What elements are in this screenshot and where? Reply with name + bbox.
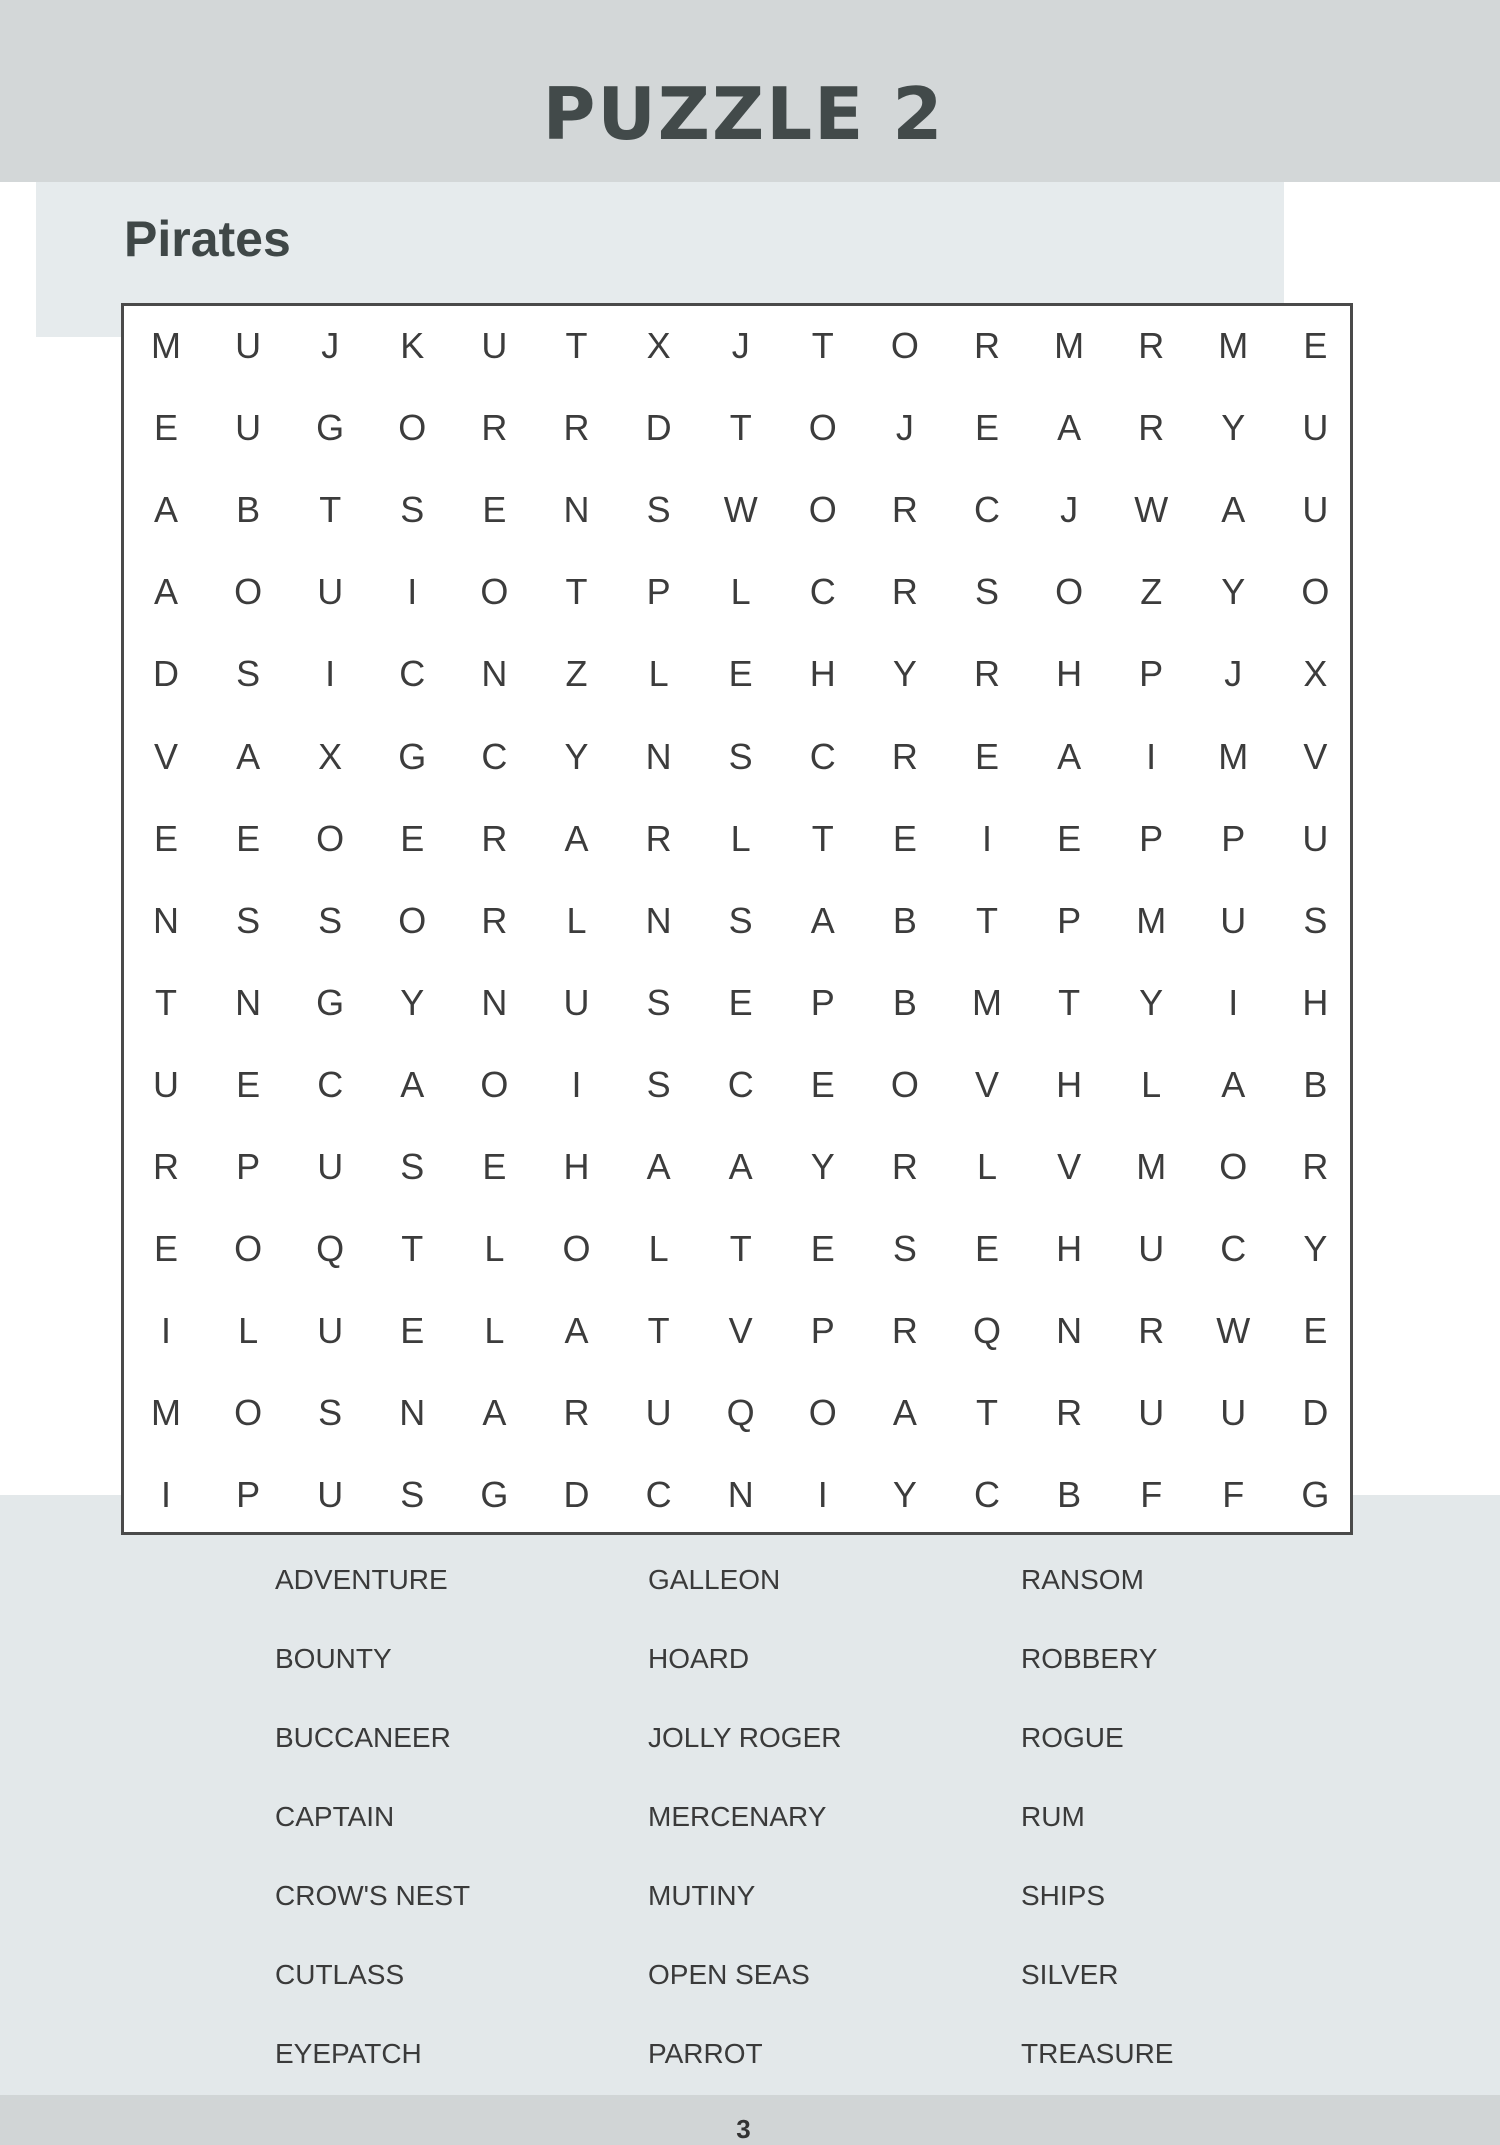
- grid-letter: A: [153, 489, 178, 531]
- grid-letter: M: [1136, 899, 1167, 941]
- grid-letter: O: [562, 1228, 591, 1270]
- grid-letter: R: [891, 1146, 918, 1187]
- grid-letter: E: [236, 1063, 261, 1105]
- grid-letter: Y: [1303, 1228, 1328, 1270]
- grid-letter: Z: [565, 653, 588, 695]
- grid-letter: R: [645, 817, 672, 859]
- grid-letter: U: [645, 1392, 672, 1434]
- grid-letter: O: [890, 1063, 919, 1105]
- grid-letter: R: [563, 1392, 590, 1434]
- grid-letter: H: [563, 1146, 590, 1187]
- word-list-item: ADVENTURE: [275, 1564, 448, 1595]
- word-list-item: RANSOM: [1021, 1564, 1144, 1595]
- grid-letter: Y: [892, 1474, 917, 1516]
- grid-letter: O: [890, 325, 919, 366]
- grid-letter: R: [974, 325, 1000, 366]
- grid-letter: N: [481, 653, 508, 695]
- grid-letter: W: [723, 489, 758, 531]
- grid-letter: X: [646, 325, 671, 366]
- grid-letter: P: [1057, 899, 1082, 941]
- grid-letter: L: [566, 899, 587, 941]
- grid-letter: H: [809, 653, 836, 695]
- grid-letter: A: [236, 735, 261, 777]
- grid-letter: R: [481, 899, 508, 941]
- grid-letter: T: [976, 1392, 998, 1434]
- grid-letter: R: [974, 653, 1000, 695]
- grid-letter: B: [236, 489, 261, 531]
- grid-letter: A: [892, 1392, 917, 1434]
- grid-letter: U: [1138, 1228, 1165, 1270]
- grid-letter: S: [1303, 899, 1328, 941]
- grid-letter: J: [321, 325, 340, 366]
- page-number: 3: [736, 2114, 751, 2144]
- word-list-item: HOARD: [648, 1643, 750, 1674]
- grid-letter: O: [480, 1063, 509, 1105]
- grid-letter: R: [481, 407, 508, 449]
- grid-letter: E: [728, 653, 753, 695]
- grid-letter: U: [235, 407, 262, 449]
- grid-letter: N: [563, 489, 590, 531]
- word-list-item: CUTLASS: [275, 1959, 405, 1990]
- grid-letter: I: [325, 653, 336, 695]
- grid-letter: U: [153, 1063, 179, 1105]
- grid-letter: F: [1140, 1474, 1163, 1516]
- grid-letter: A: [564, 817, 589, 859]
- grid-letter: O: [234, 571, 263, 613]
- grid-letter: L: [1141, 1063, 1162, 1105]
- grid-letter: O: [1055, 571, 1084, 613]
- grid-letter: P: [236, 1474, 261, 1516]
- grid-letter: P: [1221, 817, 1246, 859]
- grid-letter: V: [1057, 1146, 1082, 1187]
- grid-letter: Y: [1221, 571, 1246, 613]
- grid-letter: S: [974, 571, 999, 613]
- grid-letter: R: [891, 571, 918, 613]
- grid-letter: S: [400, 489, 425, 531]
- grid-letter: E: [974, 1228, 999, 1270]
- grid-letter: U: [1302, 489, 1329, 531]
- grid-letter: I: [817, 1474, 828, 1516]
- grid-letter: S: [318, 1392, 343, 1434]
- word-list-item: SILVER: [1021, 1959, 1119, 1990]
- grid-letter: E: [236, 817, 261, 859]
- grid-letter: O: [234, 1228, 263, 1270]
- grid-letter: I: [407, 571, 418, 613]
- grid-letter: T: [729, 407, 752, 449]
- grid-letter: P: [646, 571, 671, 613]
- grid-letter: O: [234, 1392, 263, 1434]
- puzzle-subtitle: Pirates: [124, 211, 291, 267]
- grid-letter: D: [563, 1474, 590, 1516]
- grid-letter: H: [1056, 1228, 1083, 1270]
- grid-letter: U: [317, 1474, 344, 1516]
- word-list-item: JOLLY ROGER: [648, 1722, 842, 1753]
- grid-letter: M: [151, 325, 181, 366]
- grid-letter: U: [563, 981, 590, 1023]
- grid-letter: L: [730, 817, 751, 859]
- grid-letter: I: [160, 1310, 171, 1352]
- grid-letter: T: [319, 489, 342, 531]
- grid-letter: P: [1139, 817, 1164, 859]
- grid-letter: B: [892, 981, 917, 1023]
- grid-letter: O: [398, 407, 427, 449]
- grid-letter: U: [1138, 1392, 1165, 1434]
- grid-letter: R: [1138, 1310, 1165, 1352]
- grid-letter: T: [565, 325, 588, 366]
- grid-letter: D: [153, 653, 179, 695]
- grid-letter: E: [1303, 325, 1328, 366]
- grid-letter: R: [1138, 325, 1165, 366]
- grid-letter: T: [155, 981, 177, 1023]
- grid-letter: L: [976, 1146, 998, 1187]
- grid-letter: A: [728, 1146, 753, 1187]
- grid-letter: R: [1302, 1146, 1329, 1187]
- grid-letter: I: [160, 1474, 171, 1516]
- grid-letter: O: [480, 571, 509, 613]
- word-list-item: OPEN SEAS: [648, 1959, 810, 1990]
- grid-letter: X: [1303, 653, 1328, 695]
- grid-letter: S: [400, 1146, 425, 1187]
- grid-letter: S: [728, 735, 753, 777]
- grid-letter: C: [809, 735, 836, 777]
- grid-letter: U: [1220, 899, 1247, 941]
- grid-letter: U: [1302, 817, 1329, 859]
- grid-letter: A: [1057, 407, 1082, 449]
- grid-letter: Y: [1139, 981, 1164, 1023]
- grid-letter: P: [236, 1146, 261, 1187]
- grid-letter: T: [647, 1310, 670, 1352]
- grid-letter: U: [1220, 1392, 1247, 1434]
- grid-letter: R: [153, 1146, 179, 1187]
- grid-letter: M: [1054, 325, 1085, 366]
- grid-letter: E: [153, 1228, 178, 1270]
- grid-letter: E: [974, 407, 999, 449]
- grid-letter: R: [891, 489, 918, 531]
- grid-letter: C: [727, 1063, 754, 1105]
- grid-letter: S: [236, 653, 261, 695]
- grid-letter: E: [153, 407, 178, 449]
- grid-letter: J: [1060, 489, 1079, 531]
- word-list-item: BOUNTY: [275, 1643, 392, 1674]
- grid-letter: S: [400, 1474, 425, 1516]
- grid-letter: M: [1218, 735, 1249, 777]
- grid-letter: J: [1224, 653, 1243, 695]
- grid-letter: Y: [892, 653, 917, 695]
- grid-letter: R: [1056, 1392, 1083, 1434]
- grid-letter: N: [153, 899, 179, 941]
- grid-letter: M: [1218, 325, 1249, 366]
- grid-letter: I: [981, 817, 992, 859]
- grid-letter: W: [1216, 1310, 1251, 1352]
- grid-letter: T: [811, 817, 834, 859]
- grid-letter: E: [974, 735, 999, 777]
- grid-letter: E: [1303, 1310, 1328, 1352]
- word-list-item: ROGUE: [1021, 1722, 1124, 1753]
- grid-letter: E: [482, 489, 507, 531]
- grid-letter: E: [810, 1228, 835, 1270]
- grid-letter: A: [153, 571, 178, 613]
- grid-letter: U: [317, 1146, 344, 1187]
- grid-letter: A: [482, 1392, 507, 1434]
- grid-letter: I: [1146, 735, 1157, 777]
- grid-letter: C: [1220, 1228, 1247, 1270]
- grid-letter: E: [482, 1146, 507, 1187]
- grid-letter: V: [728, 1310, 753, 1352]
- grid-letter: O: [1219, 1146, 1248, 1187]
- grid-letter: G: [480, 1474, 509, 1516]
- grid-letter: I: [571, 1063, 582, 1105]
- word-list-item: ROBBERY: [1021, 1643, 1158, 1674]
- grid-letter: Y: [1221, 407, 1246, 449]
- word-list-item: SHIPS: [1021, 1880, 1106, 1911]
- word-list-item: EYEPATCH: [275, 2038, 422, 2069]
- grid-letter: N: [727, 1474, 754, 1516]
- grid-letter: A: [564, 1310, 589, 1352]
- grid-letter: J: [731, 325, 750, 366]
- grid-letter: T: [565, 571, 588, 613]
- grid-letter: E: [892, 817, 917, 859]
- grid-letter: D: [645, 407, 672, 449]
- grid-letter: C: [974, 1474, 1000, 1516]
- grid-letter: T: [976, 899, 998, 941]
- grid-letter: N: [481, 981, 508, 1023]
- grid-letter: N: [1056, 1310, 1083, 1352]
- grid-letter: U: [317, 571, 344, 613]
- grid-letter: L: [648, 653, 669, 695]
- grid-letter: S: [892, 1228, 917, 1270]
- grid-letter: A: [1221, 1063, 1246, 1105]
- grid-letter: E: [1057, 817, 1082, 859]
- grid-letter: Q: [726, 1392, 755, 1434]
- grid-letter: E: [728, 981, 753, 1023]
- page-title: PUZZLE 2: [542, 72, 945, 156]
- grid-letter: N: [235, 981, 262, 1023]
- grid-letter: F: [1222, 1474, 1245, 1516]
- grid-letter: Y: [810, 1146, 835, 1187]
- word-list-item: CROW'S NEST: [275, 1880, 471, 1911]
- word-list-item: CAPTAIN: [275, 1801, 395, 1832]
- grid-letter: C: [809, 571, 836, 613]
- grid-letter: E: [400, 817, 425, 859]
- grid-letter: N: [399, 1392, 426, 1434]
- grid-letter: G: [316, 407, 345, 449]
- grid-letter: R: [563, 407, 590, 449]
- grid-letter: S: [728, 899, 753, 941]
- grid-letter: O: [808, 489, 837, 531]
- grid-letter: V: [1303, 735, 1328, 777]
- grid-letter: G: [398, 735, 427, 777]
- grid-letter: S: [236, 899, 261, 941]
- word-list-item: MERCENARY: [648, 1801, 827, 1832]
- word-list-item: RUM: [1021, 1801, 1085, 1832]
- grid-letter: L: [648, 1228, 669, 1270]
- grid-letter: H: [1056, 653, 1083, 695]
- grid-letter: A: [1221, 489, 1246, 531]
- grid-letter: O: [808, 1392, 837, 1434]
- word-list-item: MUTINY: [648, 1880, 756, 1911]
- grid-letter: P: [810, 1310, 835, 1352]
- grid-letter: T: [811, 325, 834, 366]
- grid-letter: L: [730, 571, 751, 613]
- grid-letter: S: [646, 981, 671, 1023]
- grid-letter: Y: [564, 735, 589, 777]
- grid-letter: T: [401, 1228, 424, 1270]
- grid-letter: R: [891, 1310, 918, 1352]
- grid-letter: R: [891, 735, 918, 777]
- grid-letter: G: [316, 981, 345, 1023]
- grid-letter: L: [484, 1310, 505, 1352]
- grid-letter: M: [972, 981, 1002, 1023]
- grid-letter: Q: [316, 1228, 345, 1270]
- grid-letter: O: [398, 899, 427, 941]
- grid-letter: C: [317, 1063, 344, 1105]
- grid-letter: U: [481, 325, 508, 366]
- grid-letter: U: [1302, 407, 1329, 449]
- grid-letter: O: [1301, 571, 1330, 613]
- grid-letter: A: [810, 899, 835, 941]
- grid-letter: O: [316, 817, 345, 859]
- grid-letter: E: [810, 1063, 835, 1105]
- word-search-grid: [121, 303, 1353, 1535]
- grid-letter: A: [646, 1146, 671, 1187]
- grid-letter: L: [484, 1228, 505, 1270]
- word-list-item: BUCCANEER: [275, 1722, 451, 1753]
- grid-letter: J: [895, 407, 914, 449]
- grid-letter: G: [1301, 1474, 1330, 1516]
- grid-letter: B: [892, 899, 917, 941]
- grid-letter: U: [235, 325, 262, 366]
- grid-letter: B: [1057, 1474, 1082, 1516]
- grid-letter: H: [1302, 981, 1329, 1023]
- grid-letter: C: [481, 735, 508, 777]
- grid-letter: A: [1057, 735, 1082, 777]
- grid-letter: S: [318, 899, 343, 941]
- word-list-item: TREASURE: [1021, 2038, 1174, 2069]
- grid-letter: U: [317, 1310, 344, 1352]
- grid-letter: S: [646, 1063, 671, 1105]
- grid-letter: B: [1303, 1063, 1328, 1105]
- grid-letter: Q: [972, 1310, 1001, 1352]
- grid-letter: T: [1058, 981, 1081, 1023]
- grid-letter: N: [645, 735, 672, 777]
- word-list-item: GALLEON: [648, 1564, 781, 1595]
- grid-letter: X: [318, 735, 343, 777]
- grid-letter: D: [1302, 1392, 1329, 1434]
- grid-letter: H: [1056, 1063, 1083, 1105]
- grid-letter: O: [808, 407, 837, 449]
- grid-letter: C: [399, 653, 426, 695]
- grid-letter: V: [974, 1063, 999, 1105]
- word-list-item: PARROT: [648, 2038, 763, 2069]
- grid-letter: C: [974, 489, 1000, 531]
- grid-letter: W: [1134, 489, 1169, 531]
- grid-letter: L: [238, 1310, 259, 1352]
- grid-letter: R: [481, 817, 508, 859]
- grid-letter: M: [1136, 1146, 1167, 1187]
- grid-letter: V: [153, 735, 178, 777]
- grid-letter: M: [151, 1392, 181, 1434]
- grid-letter: P: [1139, 653, 1164, 695]
- grid-letter: I: [1228, 981, 1239, 1023]
- grid-letter: Y: [400, 981, 425, 1023]
- grid-letter: C: [645, 1474, 672, 1516]
- grid-letter: A: [400, 1063, 425, 1105]
- grid-letter: E: [400, 1310, 425, 1352]
- grid-letter: Z: [1140, 571, 1163, 613]
- grid-letter: T: [729, 1228, 752, 1270]
- grid-letter: R: [1138, 407, 1165, 449]
- grid-letter: K: [400, 325, 425, 366]
- grid-letter: P: [810, 981, 835, 1023]
- grid-letter: S: [646, 489, 671, 531]
- grid-letter: E: [153, 817, 178, 859]
- grid-letter: N: [645, 899, 672, 941]
